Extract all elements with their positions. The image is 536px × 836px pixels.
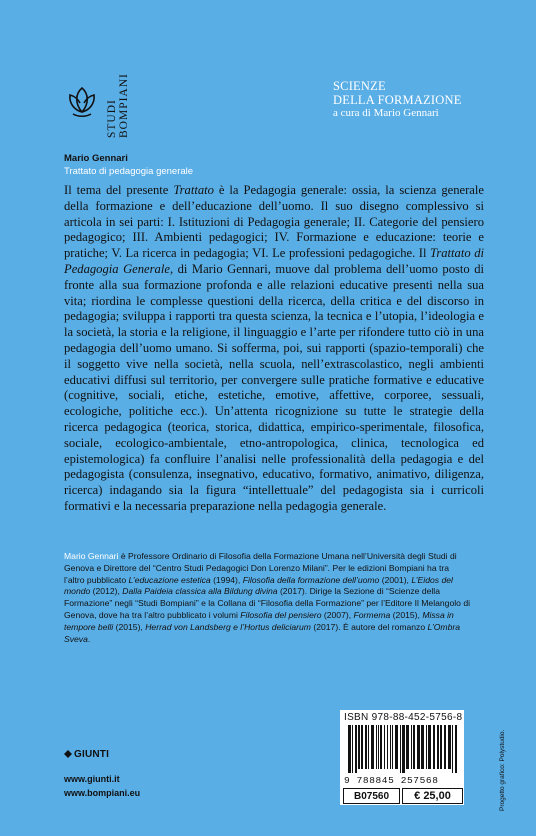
barcode-bar [390, 725, 391, 769]
barcode-bar [417, 725, 420, 769]
bio-segment: (2017). Dirige la Sezione di “Scienze della Formazione” negli “Studi Bompiani” e la Collana di “Filosofia della Formazione” per l’Editore Il Melangolo di Genova, dove ha tra l’altro pubblicato i volumi [64, 586, 471, 620]
barcode-bar [452, 725, 453, 773]
bio-segment: (2007), [321, 609, 354, 620]
bio-segment: è Professore Ordinario di Filosofia della Formazione Umana nell’Università degli Studi di Genova e Direttore del “Centro Studi Pedagogici Don Lorenzo Milani”. Per le edizioni Bompiani ha tra l’altro pubblicato [64, 551, 457, 585]
series-editor: a cura di Mario Gennari [333, 107, 439, 119]
barcode-digits: 9 788845 257568 [344, 775, 439, 786]
barcode-bars [344, 725, 460, 773]
description-segment: è la Pedagogia generale: ossia, la scienza generale della formazione e dell’educazione dell’uomo. Il suo disegno complessivo si articola in sei parti: I. Istituzioni di Pedagogia generale; II. Categorie del pensiero pedagogico; III. Ambienti pedagogici; IV. Formazione e educazione: teorie e pratiche; V. La ricerca in pedagogia; VI. Le professioni pedagogiche. Il [64, 183, 484, 261]
barcode-bar [355, 725, 357, 773]
bio-segment: L’educazione estetica [128, 574, 211, 585]
bio-segment: Formema [353, 609, 391, 620]
design-credit: Progetto grafico: Polystudio. [499, 729, 506, 811]
giunti-label: GIUNTI [74, 749, 110, 760]
barcode-bar [455, 725, 457, 773]
barcode-bar [387, 725, 388, 769]
lotus-flower-icon [64, 84, 100, 120]
barcode-bar [440, 725, 442, 769]
barcode-bar [376, 725, 377, 769]
bio-segment: (1994), [210, 574, 243, 585]
book-title: Trattato di pedagogia generale [64, 166, 194, 177]
bio-segment: L’Eidos del mondo [64, 574, 453, 597]
barcode-bar [352, 725, 353, 773]
bio-segment: Filosofia del pensiero [240, 609, 322, 620]
barcode-bar [368, 725, 369, 769]
barcode-bar [426, 725, 427, 769]
series-title-line1: SCIENZE [333, 79, 386, 93]
barcode-bar [365, 725, 367, 769]
bio-segment: Filosofia della formazione dell’uomo [242, 574, 380, 585]
bio-segment: Dalla Paideia classica alla Bildung divina [122, 586, 278, 597]
barcode-bar [413, 725, 415, 769]
bio-segment: (2017). È autore del romanzo [310, 621, 428, 632]
description-segment: Trattato di Pedagogia Generale [64, 246, 484, 276]
publisher-name-line2: BOMPIANI [118, 73, 130, 138]
website-link-bompiani[interactable]: www.bompiani.eu [64, 788, 141, 798]
bio-segment: (2015), [390, 609, 423, 620]
isbn-text: ISBN 978-88-452-5756-8 [344, 712, 463, 723]
series-block [333, 79, 462, 120]
barcode-bar [448, 725, 451, 769]
bio-segment: Missa in tempore belli [64, 609, 454, 632]
bio-segment: Mario Gennari [64, 551, 119, 561]
barcode-bar [348, 725, 351, 773]
book-description [64, 183, 484, 515]
series-title-line2: DELLA FORMAZIONE [333, 93, 462, 107]
giunti-logo [64, 749, 109, 760]
barcode-bar [361, 725, 363, 769]
book-author: Mario Gennari [64, 153, 128, 164]
barcode-bar [395, 725, 398, 769]
description-segment: , di Mario Gennari, muove dal problema dell’uomo posto di fronte alla sua formazione profonda e alle relazioni educative presenti nella sua vita; riordina le complesse questioni della ricerca, della critica e del discorso in pedagogia; sviluppa i rapporti tra questa scienza, la tecnica e l’utopia, l’ideologia e la società, la storia e la religione, il linguaggio e l’arte per rifondere tutto ciò in una pedagogia dell’uomo umano. Si sofferma, poi, sui rapporti (spazio-temporali) che il soggetto vive nella società, nella scuola, nell’extrascolastico, negli ambienti educativi diffusi sul territorio, per convergere sulle pratiche formative e educative (cognitive, sociali, etiche, estetiche, emotive, affettive, corporee, sessuali, ecologiche, politiche ecc.). Un’attenta ricognizione su tutte le strategie della ricerca pedagogica (teorica, storica, didattica, empirico-sperimentale, filosofica, sociale, ecologico-ambientale, etno-antropologica, clinica, tecnologica ed epistemologica) fa confluire l’analisi nelle professionalità della pedagogia e del pedagogista (consulenza, insegnativo, educativo, formativo, animativo, diligenza, ricerca) indagando sia la figura “intellettuale” del pedagogista sia i curricoli formativi e la necessaria preparazione nella pedagogia generale. [64, 261, 484, 513]
barcode-bar [378, 725, 379, 769]
barcode-bar [358, 725, 360, 769]
barcode-bar [380, 725, 382, 769]
bio-segment: (2012), [90, 586, 123, 597]
barcode-bar [411, 725, 412, 769]
barcode-bar [392, 725, 393, 769]
barcode-bar [428, 725, 431, 769]
publisher-name-line1: STUDI [106, 99, 118, 138]
barcode-bar [406, 725, 409, 769]
barcode-bar [400, 725, 401, 773]
description-segment: Trattato [173, 183, 214, 197]
giunti-mark-icon [64, 750, 72, 758]
bio-segment: . [87, 633, 91, 644]
description-segment: Il tema del presente [64, 183, 174, 197]
price-label: € 25,00 [402, 788, 463, 804]
bio-segment: (2001), [379, 574, 412, 585]
barcode-bar [402, 725, 405, 773]
product-code: B07560 [343, 788, 400, 804]
bio-segment: L’Ombra Sveva [64, 621, 461, 644]
barcode-bar [421, 725, 424, 769]
author-bio [64, 551, 470, 645]
barcode-bar [433, 725, 435, 769]
barcode-bar [437, 725, 439, 769]
barcode-bar [444, 725, 446, 769]
barcode-bar [371, 725, 374, 769]
barcode-bar [384, 725, 385, 769]
publisher-name [106, 50, 130, 138]
website-link-giunti[interactable]: www.giunti.it [64, 774, 120, 784]
bio-segment: Herrad von Landsberg e l’Hortus deliciarum [145, 621, 311, 632]
bio-segment: (2015), [113, 621, 146, 632]
